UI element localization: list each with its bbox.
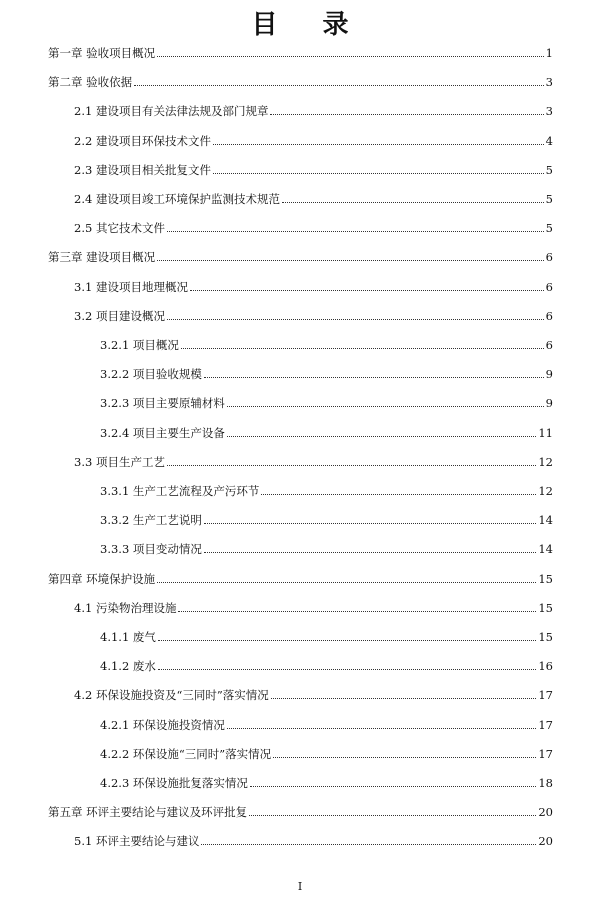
toc-entry-page: 1 bbox=[545, 46, 553, 60]
dot-leader bbox=[178, 610, 536, 612]
dot-leader bbox=[227, 727, 536, 729]
toc-entry-label: 2.1 建设项目有关法律法规及部门规章 bbox=[74, 104, 269, 119]
toc-entry-page: 15 bbox=[538, 571, 553, 586]
toc-entry[interactable] bbox=[0, 570, 600, 586]
toc-entry-label: 第二章 验收依据 bbox=[48, 75, 133, 90]
toc-entry-label: 4.1 污染物治理设施 bbox=[74, 600, 177, 615]
dot-leader bbox=[167, 230, 544, 232]
toc-entry[interactable] bbox=[0, 44, 600, 60]
toc-entry-page: 17 bbox=[538, 688, 553, 703]
toc-entry[interactable] bbox=[0, 365, 600, 381]
dot-leader bbox=[282, 201, 544, 203]
toc-entry-page: 5 bbox=[545, 162, 553, 177]
toc-entry-page: 20 bbox=[538, 834, 553, 849]
dot-leader bbox=[204, 522, 536, 524]
toc-entry-label: 2.3 建设项目相关批复文件 bbox=[74, 162, 211, 177]
toc-entry-label: 2.5 其它技术文件 bbox=[74, 221, 165, 236]
toc-entry[interactable] bbox=[0, 132, 600, 148]
toc-entry-page: 14 bbox=[538, 542, 553, 557]
dot-leader bbox=[157, 259, 544, 261]
toc-entry[interactable] bbox=[0, 803, 600, 819]
toc-entry-label: 3.3.1 生产工艺流程及产污环节 bbox=[100, 484, 260, 498]
dot-leader bbox=[273, 756, 536, 758]
dot-leader bbox=[134, 84, 544, 86]
toc-entry[interactable] bbox=[0, 161, 600, 177]
toc-entry[interactable] bbox=[0, 336, 600, 352]
toc-entry-page: 6 bbox=[545, 308, 553, 323]
dot-leader bbox=[158, 668, 536, 670]
toc-entry-label: 3.3.2 生产工艺说明 bbox=[100, 513, 202, 528]
toc-entry-label: 3.3.3 项目变动情况 bbox=[100, 542, 202, 557]
dot-leader bbox=[271, 697, 537, 699]
dot-leader bbox=[204, 376, 544, 378]
toc-entry-label: 第一章 验收项目概况 bbox=[48, 46, 156, 60]
toc-entry-page: 9 bbox=[545, 367, 553, 382]
dot-leader bbox=[157, 581, 536, 583]
toc-entry[interactable] bbox=[0, 278, 600, 294]
toc-entry[interactable] bbox=[0, 628, 600, 644]
toc-entry-label: 4.1.2 废水 bbox=[100, 659, 156, 674]
toc-entry[interactable] bbox=[0, 657, 600, 673]
dot-leader bbox=[157, 55, 544, 57]
toc-entry-label: 3.2.3 项目主要原辅材料 bbox=[100, 396, 225, 411]
toc-entry-page: 14 bbox=[538, 513, 553, 528]
toc-entry-page: 11 bbox=[538, 425, 553, 440]
dot-leader bbox=[249, 814, 536, 816]
toc-entry-page: 4 bbox=[545, 133, 553, 148]
toc-entry-page: 17 bbox=[538, 717, 553, 732]
toc-entry[interactable] bbox=[0, 482, 600, 498]
toc-entry-label: 4.2.3 环保设施批复落实情况 bbox=[100, 776, 248, 790]
dot-leader bbox=[261, 493, 536, 495]
toc-entry-label: 第四章 环境保护设施 bbox=[48, 571, 156, 586]
toc-entry-label: 4.2.1 环保设施投资情况 bbox=[100, 717, 225, 732]
dot-leader bbox=[213, 143, 544, 145]
toc-entry-label: 2.4 建设项目竣工环境保护监测技术规范 bbox=[74, 192, 280, 206]
toc-entry-page: 5 bbox=[545, 221, 553, 236]
toc-entry-page: 12 bbox=[538, 484, 553, 498]
toc-entry[interactable] bbox=[0, 716, 600, 732]
toc-entry[interactable] bbox=[0, 424, 600, 440]
toc-entry-label: 3.2.2 项目验收规模 bbox=[100, 367, 202, 382]
page-number: I bbox=[297, 880, 303, 893]
toc-entry[interactable] bbox=[0, 511, 600, 527]
toc-entry[interactable] bbox=[0, 219, 600, 235]
toc-entry-page: 3 bbox=[545, 75, 553, 90]
dot-leader bbox=[167, 318, 544, 320]
toc-entry-page: 6 bbox=[545, 250, 553, 265]
toc-entry-page: 12 bbox=[538, 454, 553, 469]
toc-entry[interactable] bbox=[0, 190, 600, 206]
toc-entry-label: 4.1.1 废气 bbox=[100, 630, 156, 644]
toc-entry[interactable] bbox=[0, 248, 600, 264]
toc-entry[interactable] bbox=[0, 453, 600, 469]
toc-entry-label: 3.2.4 项目主要生产设备 bbox=[100, 425, 225, 440]
toc-entry-page: 18 bbox=[538, 776, 553, 790]
dot-leader bbox=[270, 113, 543, 115]
toc-entry-page: 9 bbox=[545, 396, 553, 411]
toc-entry-page: 15 bbox=[538, 630, 553, 644]
toc-entry-label: 第五章 环评主要结论与建议及环评批复 bbox=[48, 805, 248, 820]
toc-entry-page: 6 bbox=[545, 338, 553, 352]
toc-entry-label: 4.2.2 环保设施“三同时”落实情况 bbox=[100, 746, 272, 761]
toc-entry-page: 15 bbox=[538, 600, 553, 615]
toc-entry[interactable] bbox=[0, 394, 600, 410]
toc-entry-label: 3.2.1 项目概况 bbox=[100, 338, 179, 352]
toc-entry[interactable] bbox=[0, 102, 600, 118]
toc-entry[interactable] bbox=[0, 774, 600, 790]
toc-entry-label: 2.2 建设项目环保技术文件 bbox=[74, 133, 211, 148]
toc-entry-page: 20 bbox=[538, 805, 553, 820]
page-title: 目 录 bbox=[251, 10, 367, 40]
toc-entry[interactable] bbox=[0, 540, 600, 556]
dot-leader bbox=[227, 405, 544, 407]
toc-entry-page: 6 bbox=[545, 279, 553, 294]
toc-entry-label: 3.3 项目生产工艺 bbox=[74, 454, 165, 469]
toc-entry-page: 16 bbox=[538, 659, 553, 674]
dot-leader bbox=[213, 172, 544, 174]
toc-entry[interactable] bbox=[0, 686, 600, 702]
toc-entry[interactable] bbox=[0, 73, 600, 89]
dot-leader bbox=[250, 785, 536, 787]
dot-leader bbox=[181, 347, 544, 349]
toc-entry[interactable] bbox=[0, 307, 600, 323]
toc-entry-label: 3.2 项目建设概况 bbox=[74, 308, 165, 323]
toc-entry[interactable] bbox=[0, 832, 600, 848]
toc-entry-label: 第三章 建设项目概况 bbox=[48, 250, 156, 265]
toc-entry-page: 5 bbox=[545, 192, 553, 206]
toc-entry[interactable] bbox=[0, 599, 600, 615]
dot-leader bbox=[227, 435, 536, 437]
toc-entry-label: 4.2 环保设施投资及“三同时”落实情况 bbox=[74, 688, 269, 703]
toc-entry[interactable] bbox=[0, 745, 600, 761]
dot-leader bbox=[190, 289, 544, 291]
dot-leader bbox=[201, 843, 536, 845]
dot-leader bbox=[158, 639, 536, 641]
toc-entry-label: 5.1 环评主要结论与建议 bbox=[74, 834, 200, 849]
toc-entry-page: 3 bbox=[545, 104, 553, 119]
toc-entry-label: 3.1 建设项目地理概况 bbox=[74, 279, 188, 294]
dot-leader bbox=[204, 551, 536, 553]
toc-entry-page: 17 bbox=[538, 746, 553, 761]
dot-leader bbox=[167, 464, 536, 466]
